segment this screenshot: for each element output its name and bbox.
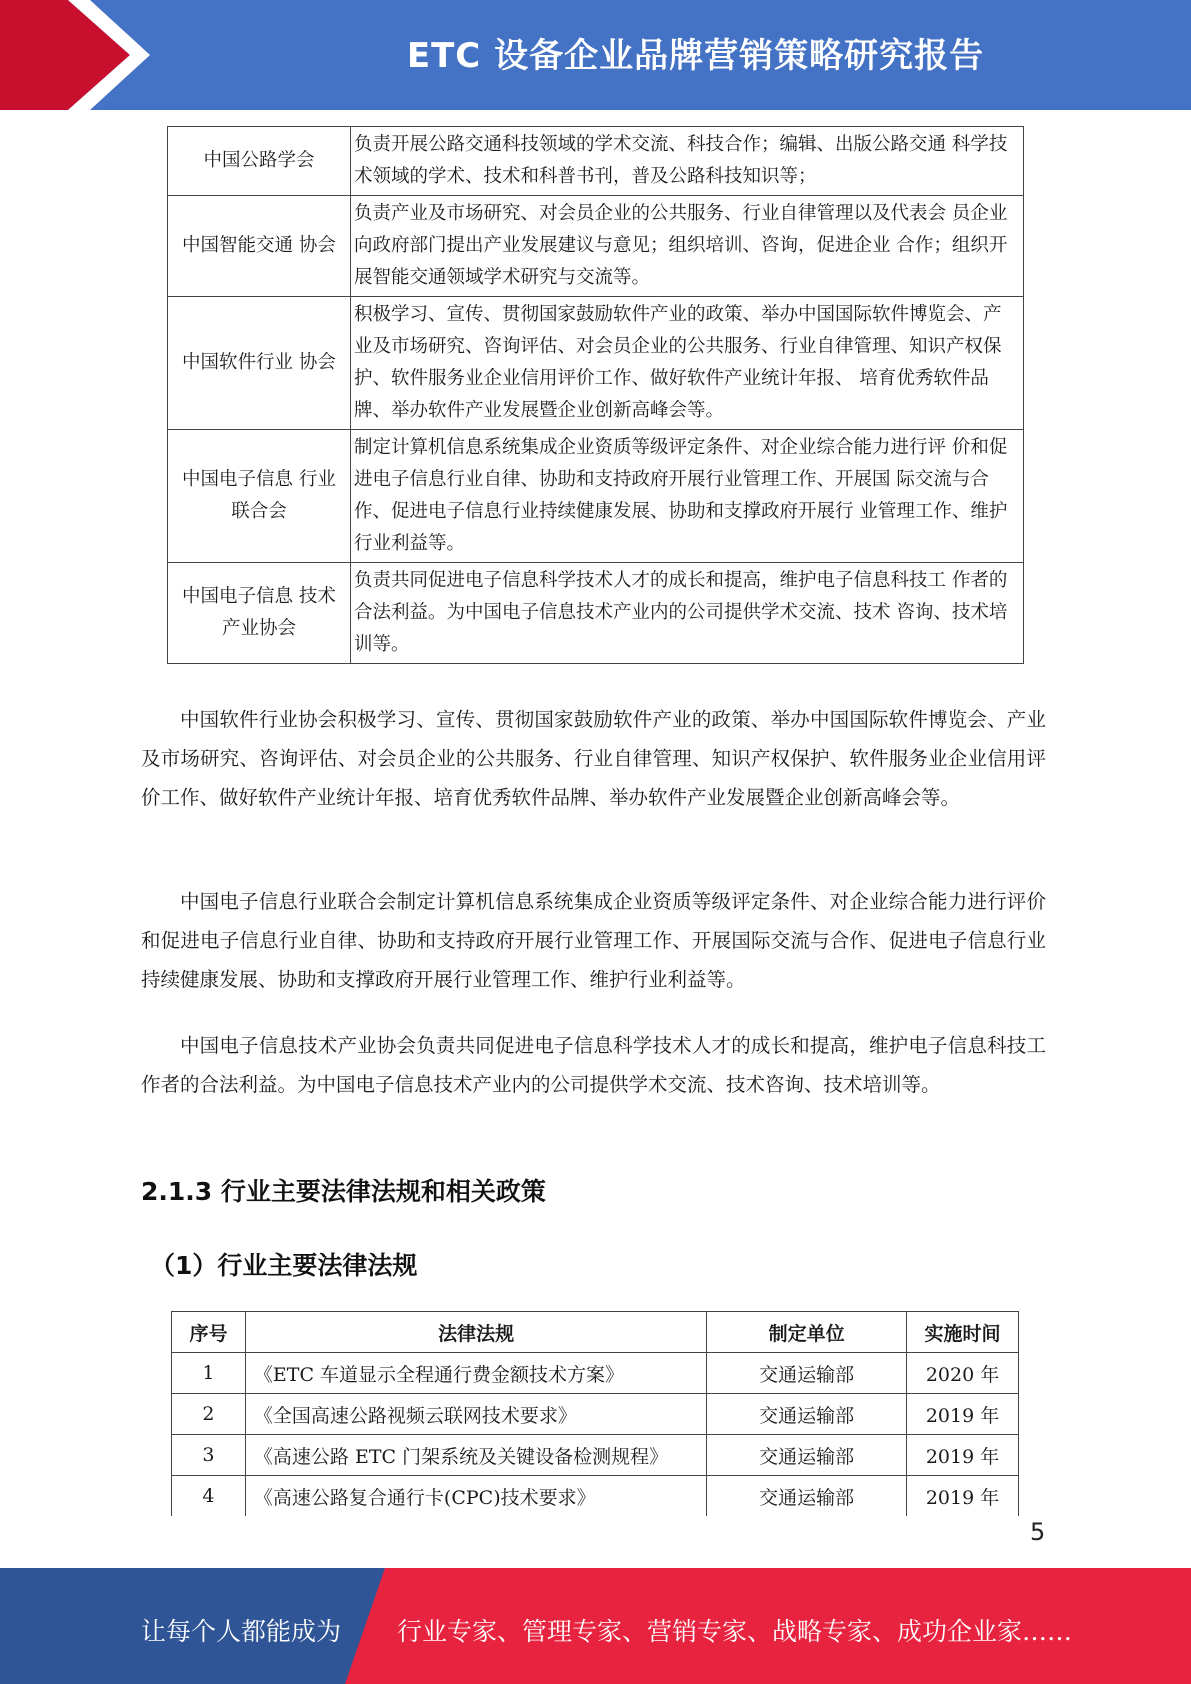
assoc-desc: 负责开展公路交通科技领域的学术交流、科技合作；编辑、出版公路交通 科学技术领域的学术、技术和科普书刊，普及公路科技知识等； xyxy=(351,127,1024,196)
assoc-name: 中国智能交通 协会 xyxy=(168,196,351,297)
table-row xyxy=(172,1353,1019,1394)
table-row xyxy=(168,127,1024,196)
issuing-body: 交通运输部 xyxy=(707,1435,907,1476)
law-title: 《高速公路 ETC 门架系统及关键设备检测规程》 xyxy=(245,1435,706,1476)
assoc-name: 中国电子信息 技术产业协会 xyxy=(168,563,351,664)
column-header: 法律法规 xyxy=(245,1312,706,1353)
paragraph-software-association: 中国软件行业协会积极学习、宣传、贯彻国家鼓励软件产业的政策、举办中国国际软件博览会、产业及市场研究、咨询评估、对会员企业的公共服务、行业自律管理、知识产权保护、软件服务业企业信用评价工作、做好软件产业统计年报、培育优秀软件品牌、举办软件产业发展暨企业创新高峰会等。 xyxy=(141,708,1046,809)
assoc-name: 中国电子信息 行业联合会 xyxy=(168,430,351,563)
table-row xyxy=(172,1435,1019,1476)
effective-year: 2019 年 xyxy=(907,1435,1019,1476)
effective-year: 2020 年 xyxy=(907,1353,1019,1394)
law-title: 《ETC 车道显示全程通行费金额技术方案》 xyxy=(245,1353,706,1394)
page-footer xyxy=(0,1568,1191,1684)
law-title: 《全国高速公路视频云联网技术要求》 xyxy=(245,1394,706,1435)
assoc-desc: 负责共同促进电子信息科学技术人才的成长和提高，维护电子信息科技工 作者的合法利益。为中国电子信息技术产业内的公司提供学术交流、技术 咨询、技术培训等。 xyxy=(351,563,1024,664)
assoc-desc: 积极学习、宣传、贯彻国家鼓励软件产业的政策、举办中国国际软件博览会、产业及市场研究、咨询评估、对会员企业的公共服务、行业自律管理、知识产权保护、软件服务业企业信用评价工作、做好软件产业统计年报、 培育优秀软件品牌、举办软件产业发展暨企业创新高峰会等。 xyxy=(351,297,1024,430)
column-header: 制定单位 xyxy=(707,1312,907,1353)
sub-heading: （1）行业主要法律法规 xyxy=(150,1251,418,1280)
laws-table xyxy=(171,1311,1019,1517)
table-header-row xyxy=(172,1312,1019,1353)
table-cutoff xyxy=(0,1516,1191,1536)
report-title: ETC 设备企业品牌营销策略研究报告 xyxy=(406,36,985,76)
table-row xyxy=(168,196,1024,297)
column-header: 实施时间 xyxy=(907,1312,1019,1353)
table-row xyxy=(168,297,1024,430)
table-row xyxy=(168,430,1024,563)
paragraph-electronics-tech-association: 中国电子信息技术产业协会负责共同促进电子信息科学技术人才的成长和提高，维护电子信息科技工作者的合法利益。为中国电子信息技术产业内的公司提供学术交流、技术咨询、技术培训等。 xyxy=(141,1034,1046,1096)
issuing-body: 交通运输部 xyxy=(707,1353,907,1394)
issuing-body: 交通运输部 xyxy=(707,1394,907,1435)
page-number: 5 xyxy=(1030,1518,1046,1546)
assoc-name: 中国公路学会 xyxy=(168,127,351,196)
effective-year: 2019 年 xyxy=(907,1476,1019,1517)
footer-slogan-left: 让每个人都能成为 xyxy=(141,1617,342,1646)
footer-slogan-right: 行业专家、管理专家、营销专家、战略专家、成功企业家…… xyxy=(397,1617,1073,1646)
effective-year: 2019 年 xyxy=(907,1394,1019,1435)
row-number: 3 xyxy=(172,1435,246,1476)
assoc-name: 中国软件行业 协会 xyxy=(168,297,351,430)
law-title: 《高速公路复合通行卡(CPC)技术要求》 xyxy=(245,1476,706,1517)
table-row xyxy=(168,563,1024,664)
row-number: 4 xyxy=(172,1476,246,1517)
section-heading: 2.1.3 行业主要法律法规和相关政策 xyxy=(141,1177,546,1206)
association-table xyxy=(167,126,1024,664)
row-number: 1 xyxy=(172,1353,246,1394)
paragraph-electronics-federation: 中国电子信息行业联合会制定计算机信息系统集成企业资质等级评定条件、对企业综合能力进行评价和促进电子信息行业自律、协助和支持政府开展行业管理工作、开展国际交流与合作、促进电子信息行业持续健康发展、协助和支撑政府开展行业管理工作、维护行业利益等。 xyxy=(141,890,1046,991)
assoc-desc: 负责产业及市场研究、对会员企业的公共服务、行业自律管理以及代表会 员企业向政府部门提出产业发展建议与意见；组织培训、咨询，促进企业 合作；组织开展智能交通领域学术研究与交流等。 xyxy=(351,196,1024,297)
page-header xyxy=(0,0,1191,110)
table-row xyxy=(172,1394,1019,1435)
row-number: 2 xyxy=(172,1394,246,1435)
table-row xyxy=(172,1476,1019,1517)
column-header: 序号 xyxy=(172,1312,246,1353)
issuing-body: 交通运输部 xyxy=(707,1476,907,1517)
assoc-desc: 制定计算机信息系统集成企业资质等级评定条件、对企业综合能力进行评 价和促进电子信息行业自律、协助和支持政府开展行业管理工作、开展国 际交流与合作、促进电子信息行业持续健康发展、协助和支撑政府开展行 业管理工作、维护行业利益等。 xyxy=(351,430,1024,563)
